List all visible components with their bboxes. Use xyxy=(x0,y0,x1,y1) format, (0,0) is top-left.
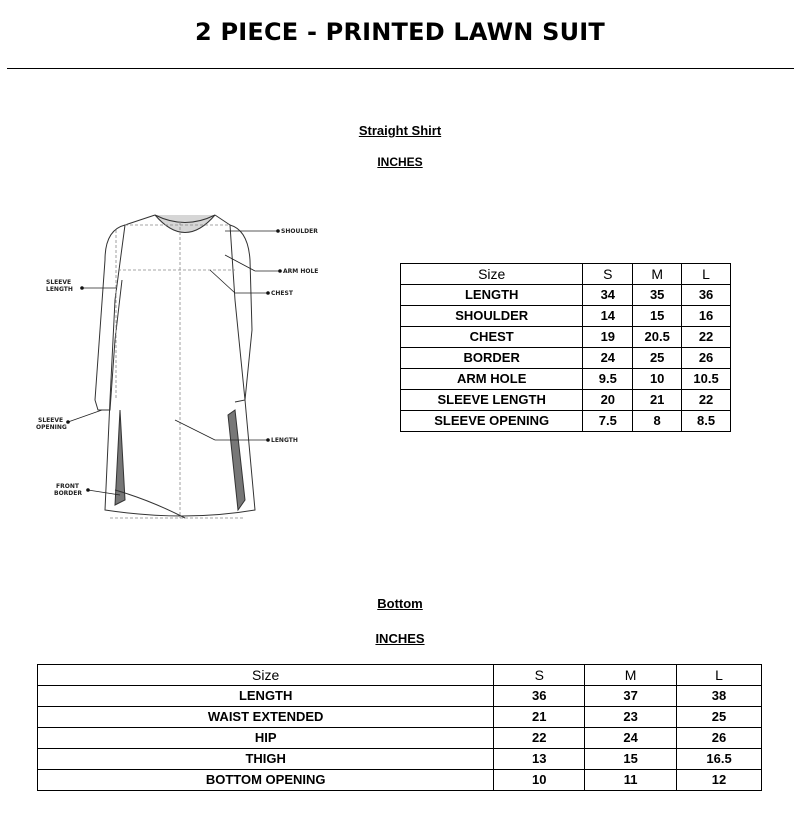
shirt-size-table xyxy=(400,263,731,432)
value-cell: 26 xyxy=(677,728,762,749)
table-row xyxy=(401,411,731,432)
shirt-measurement-diagram xyxy=(30,200,330,530)
header-cell: M xyxy=(633,264,682,285)
measure-cell: LENGTH xyxy=(401,285,583,306)
bottom-unit xyxy=(0,631,800,646)
value-cell: 38 xyxy=(677,686,762,707)
value-cell: 10 xyxy=(633,369,682,390)
value-cell: 23 xyxy=(585,707,677,728)
shirt-unit xyxy=(0,155,800,169)
value-cell: 24 xyxy=(583,348,633,369)
value-cell: 36 xyxy=(494,686,585,707)
value-cell: 16.5 xyxy=(677,749,762,770)
diagram-label-front-border-line2: BORDER xyxy=(54,490,82,497)
measure-cell: SLEEVE OPENING xyxy=(401,411,583,432)
value-cell: 35 xyxy=(633,285,682,306)
bottom-unit-text: INCHES xyxy=(375,631,425,646)
bottom-heading-text: Bottom xyxy=(377,596,423,611)
value-cell: 26 xyxy=(682,348,731,369)
measure-cell: HIP xyxy=(38,728,494,749)
value-cell: 19 xyxy=(583,327,633,348)
measure-cell: CHEST xyxy=(401,327,583,348)
table-row xyxy=(38,707,762,728)
value-cell: 22 xyxy=(682,390,731,411)
value-cell: 20 xyxy=(583,390,633,411)
value-cell: 10.5 xyxy=(682,369,731,390)
title-divider xyxy=(7,68,794,69)
value-cell: 25 xyxy=(677,707,762,728)
table-row xyxy=(401,285,731,306)
value-cell: 24 xyxy=(585,728,677,749)
table-row xyxy=(38,728,762,749)
value-cell: 15 xyxy=(633,306,682,327)
diagram-label-chest: CHEST xyxy=(271,290,293,297)
table-row xyxy=(38,686,762,707)
measure-cell: LENGTH xyxy=(38,686,494,707)
value-cell: 9.5 xyxy=(583,369,633,390)
measure-cell: BOTTOM OPENING xyxy=(38,770,494,791)
shirt-heading xyxy=(0,123,800,138)
header-cell: M xyxy=(585,665,677,686)
measure-cell: WAIST EXTENDED xyxy=(38,707,494,728)
table-row xyxy=(401,348,731,369)
value-cell: 11 xyxy=(585,770,677,791)
table-row xyxy=(38,770,762,791)
value-cell: 22 xyxy=(494,728,585,749)
value-cell: 14 xyxy=(583,306,633,327)
header-cell: S xyxy=(494,665,585,686)
table-row xyxy=(401,390,731,411)
shirt-unit-text: INCHES xyxy=(377,155,423,169)
measure-cell: SLEEVE LENGTH xyxy=(401,390,583,411)
measure-cell: SHOULDER xyxy=(401,306,583,327)
measure-cell: ARM HOLE xyxy=(401,369,583,390)
diagram-label-sleeve-length-line2: LENGTH xyxy=(46,286,73,293)
value-cell: 8 xyxy=(633,411,682,432)
value-cell: 13 xyxy=(494,749,585,770)
diagram-label-shoulder: SHOULDER xyxy=(281,228,318,235)
value-cell: 8.5 xyxy=(682,411,731,432)
value-cell: 7.5 xyxy=(583,411,633,432)
header-cell: Size xyxy=(38,665,494,686)
table-row xyxy=(401,369,731,390)
bottom-size-table xyxy=(37,664,762,791)
value-cell: 34 xyxy=(583,285,633,306)
value-cell: 15 xyxy=(585,749,677,770)
value-cell: 25 xyxy=(633,348,682,369)
diagram-label-sleeve-opening-line1: SLEEVE xyxy=(38,417,64,424)
value-cell: 36 xyxy=(682,285,731,306)
measure-cell: THIGH xyxy=(38,749,494,770)
value-cell: 21 xyxy=(494,707,585,728)
diagram-label-sleeve-opening-line2: OPENING xyxy=(36,424,67,431)
table-header-row xyxy=(401,264,731,285)
value-cell: 20.5 xyxy=(633,327,682,348)
header-cell: S xyxy=(583,264,633,285)
table-row xyxy=(38,749,762,770)
value-cell: 21 xyxy=(633,390,682,411)
value-cell: 22 xyxy=(682,327,731,348)
value-cell: 10 xyxy=(494,770,585,791)
value-cell: 37 xyxy=(585,686,677,707)
diagram-label-sleeve-length-line1: SLEEVE xyxy=(46,279,72,286)
header-cell: L xyxy=(677,665,762,686)
bottom-heading xyxy=(0,596,800,611)
diagram-label-arm-hole: ARM HOLE xyxy=(283,268,319,275)
header-cell: Size xyxy=(401,264,583,285)
page-title: 2 PIECE - PRINTED LAWN SUIT xyxy=(195,18,605,46)
diagram-label-length: LENGTH xyxy=(271,437,298,444)
table-header-row xyxy=(38,665,762,686)
header-cell: L xyxy=(682,264,731,285)
value-cell: 16 xyxy=(682,306,731,327)
diagram-label-front-border-line1: FRONT xyxy=(56,483,79,490)
table-row xyxy=(401,306,731,327)
value-cell: 12 xyxy=(677,770,762,791)
measure-cell: BORDER xyxy=(401,348,583,369)
shirt-heading-text: Straight Shirt xyxy=(358,123,442,138)
table-row xyxy=(401,327,731,348)
